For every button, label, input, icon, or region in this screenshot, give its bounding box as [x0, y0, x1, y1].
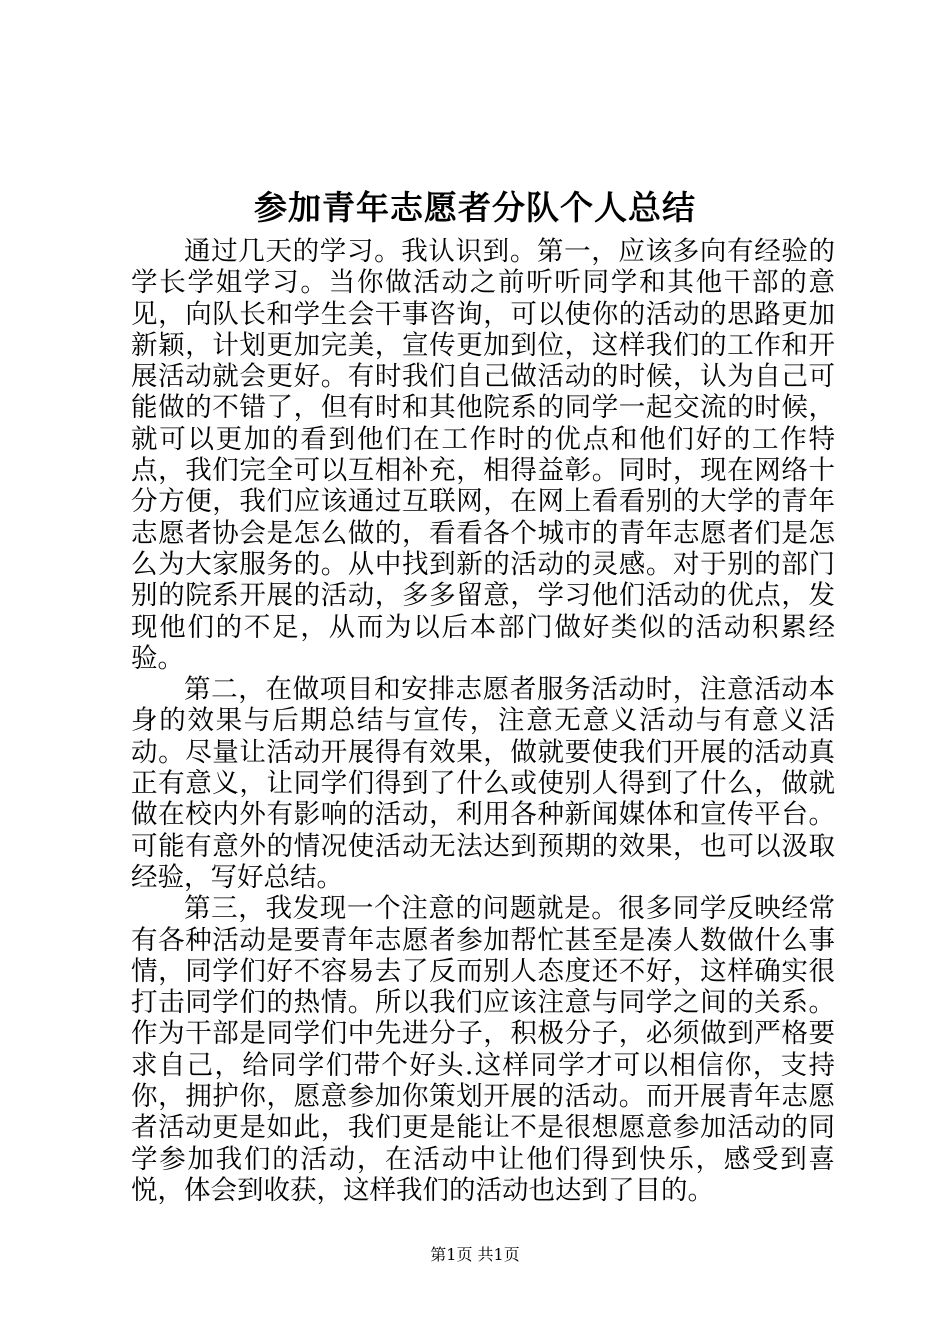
paragraph: 通过几天的学习。我认识到。第一，应该多向有经验的学长学姐学习。当你做活动之前听听同学和其他干部的意见，向队长和学生会干事咨询，可以使你的活动的思路更加新颖，计划更加完美，宣传更加到位，这样我们的工作和开展活动就会更好。有时我们自己做活动的时候，认为自己可能做的不错了，但有时和其他院系的同学一起交流的时候，就可以更加的看到他们在工作时的优点和他们好的工作特点，我们完全可以互相补充，相得益彰。同时，现在网络十分方便，我们应该通过互联网，在网上看看别的大学的青年志愿者协会是怎么做的，看看各个城市的青年志愿者们是怎么为大家服务的。从中找到新的活动的灵感。对于别的部门别的院系开展的活动，多多留意，学习他们活动的优点，发现他们的不足，从而为以后本部门做好类似的活动积累经验。 [131, 236, 835, 674]
paragraph: 第二，在做项目和安排志愿者服务活动时，注意活动本身的效果与后期总结与宣传，注意无意义活动与有意义活动。尽量让活动开展得有效果，做就要使我们开展的活动真正有意义，让同学们得到了什么或使别人得到了什么，做就做在校内外有影响的活动，利用各种新闻媒体和宣传平台。可能有意外的情况使活动无法达到预期的效果，也可以汲取经验，写好总结。 [131, 674, 835, 893]
paragraph: 第三，我发现一个注意的问题就是。很多同学反映经常有各种活动是要青年志愿者参加帮忙甚至是凑人数做什么事情，同学们好不容易去了反而别人态度还不好，这样确实很打击同学们的热情。所以我们应该注意与同学之间的关系。作为干部是同学们中先进分子，积极分子，必须做到严格要求自己，给同学们带个好头.这样同学才可以相信你，支持你，拥护你，愿意参加你策划开展的活动。而开展青年志愿者活动更是如此，我们更是能让不是很想愿意参加活动的同学参加我们的活动，在活动中让他们得到快乐，感受到喜悦，体会到收获，这样我们的活动也达到了目的。 [131, 893, 835, 1206]
document-title: 参加青年志愿者分队个人总结 [254, 188, 696, 227]
page-number-footer: 第1页 共1页 [430, 1245, 520, 1264]
document-body [131, 236, 835, 1206]
